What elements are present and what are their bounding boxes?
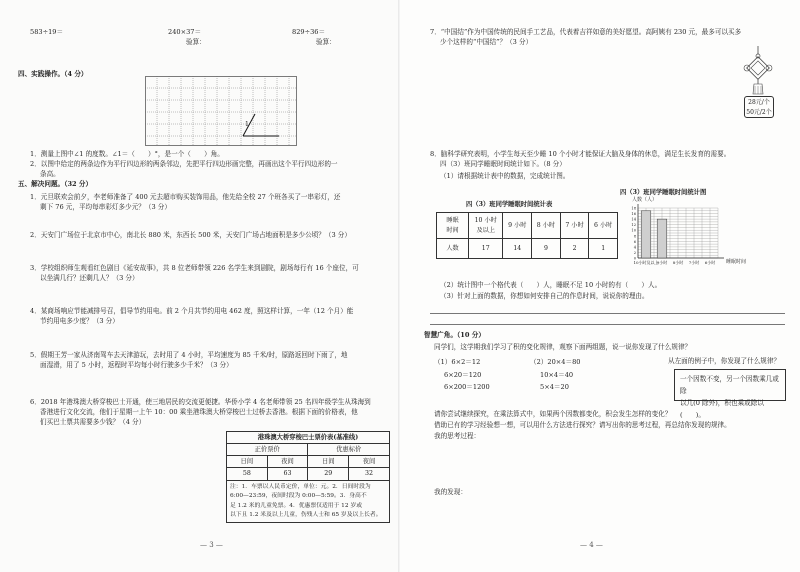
chart-tick-label: 18	[631, 206, 636, 211]
section5-title: 五、解决问题。（32 分）	[18, 180, 93, 188]
chart-xlabel: 睡眠时间	[726, 259, 747, 265]
chart-category-label: 6小时	[704, 260, 716, 265]
chart-tick-label: 12	[631, 223, 636, 228]
col-header: 8 小时	[532, 213, 561, 239]
problem-8-sub1: （1）请根据统计表中的数据，完成统计图。	[440, 172, 570, 180]
price-group-regular: 正价票价	[227, 444, 308, 456]
row-label-time: 睡眠 时间	[437, 213, 469, 239]
col-header: 夜间	[349, 456, 390, 468]
col-header: 6 小时	[589, 213, 618, 239]
right-page	[400, 0, 800, 572]
answer-line	[430, 313, 785, 314]
chart-category-label: 8小时	[672, 260, 684, 265]
col-header: 夜间	[267, 456, 308, 468]
chart-tick-label: 4	[633, 245, 636, 250]
chart-bar	[641, 211, 651, 258]
chart-title: 四（3）班同学睡眠时间统计图	[620, 189, 707, 196]
calc-1: 583÷19＝	[30, 28, 64, 36]
problem-8-sub2: （2）统计图中一个格代表（ ）人，睡眠不足 10 小时的有（ ）人。	[440, 281, 662, 289]
problem-8: 8．脑科学研究表明，小学生每天至少睡 10 个小时才能保证大脑及身体的休息，满足生长发育的需要。 四（3）班同学睡眠时间统计如下。（8 分）	[430, 150, 731, 168]
col-header: 10 小时 及以上	[469, 213, 503, 239]
col-header: 7 小时	[560, 213, 589, 239]
wisdom-example: 从左面的例子中，你发现了什么规律？	[668, 357, 781, 365]
chart-bar	[657, 219, 667, 258]
section4-q2a: 2．以图中给定的两条边作为平行四边形的两条邻边，先把平行四边形画完整，再画出这个平行四边形的一	[30, 160, 338, 168]
count-cell: 9	[532, 239, 561, 259]
col-header: 日间	[308, 456, 349, 468]
col-header: 日间	[227, 456, 268, 468]
problem-5: 5．假期王芳一家从济南驾车去天津游玩，去时用了 4 小时，平均速度为 85 千米/时，原路返回时下雨了，地 面湿滑，用了 5 小时，返程时平均每小时行驶多少千米？（3 分）	[30, 351, 348, 369]
price-table	[226, 431, 390, 523]
chart-category-label: 9小时	[656, 260, 668, 265]
section4-q1: 1．测量上图中∠1 的度数。∠1＝（ ）°，是一个（ ）角。	[30, 150, 224, 158]
price-tag: 28元/个 50元/2个	[744, 96, 774, 118]
col-header: 9 小时	[503, 213, 532, 239]
problem-2: 2．天安门广场位于北京市中心，南北长 880 米，东西长 500 米，天安门广场占地面积是多少公顷？（3 分）	[30, 231, 351, 239]
page-number-left: — 3 —	[200, 541, 223, 549]
problem-8-sub3: （3）针对上面的数据，你想如何安排自己的作息时间，说说你的理由。	[440, 292, 649, 300]
chart-tick-label: 2	[633, 250, 636, 255]
price-cell: 58	[227, 468, 268, 481]
problem-7: 7．“中国结”作为中国传统的民间手工艺品，代表着吉祥如意的美好愿望。高阿姨有 230 元，最多可以买多 少个这样的“中国结”？（3 分）	[430, 28, 742, 46]
rule-box: 一个因数不变，另一个因数乘几或除 以几(0 除外)，积也乘或除以( )。	[674, 369, 786, 401]
sleep-table	[436, 212, 618, 259]
calc-3: 829÷36＝	[292, 28, 326, 36]
sleep-bar-chart	[628, 200, 778, 282]
chart-tick-label: 10	[631, 228, 636, 233]
angle-label: 1	[245, 121, 249, 128]
price-table-note: 注：1．车票以人民币定价，单位：元。2．日间时段为 6:00—23:59，夜间时段为 0:00—5:59。3．身高不 足 1.2 米的儿童免票。4．优惠票仅适用于 12 岁或 以下且 1.2 米及以上儿童，伤残人士和 65 岁及以上长者。	[227, 481, 390, 523]
price-cell: 32	[349, 468, 390, 481]
chart-ylabel: 人数（人）	[632, 197, 658, 203]
price-cell: 63	[267, 468, 308, 481]
count-cell: 14	[503, 239, 532, 259]
calc-2: 240×37＝	[168, 28, 202, 36]
row-label-count: 人数	[437, 239, 469, 259]
chart-category-label: 7小时	[688, 260, 700, 265]
wisdom-title: 智慧广角。（10 分）	[424, 331, 485, 339]
chart-tick-label: 14	[631, 217, 636, 222]
chinese-knot-icon	[738, 46, 778, 96]
sleep-table-title: 四（3）班同学睡眠时间统计表	[466, 201, 553, 208]
section4-title: 四、实践操作。（4 分）	[18, 70, 88, 78]
chart-tick-label: 8	[633, 234, 636, 239]
problem-6: 6．2018 年港珠澳大桥穿梭巴士开通，使三地居民的交流更便捷。华侨小学 4 名老师带领 25 名四年级学生从珠海到 香港进行文化交流，他们于星期一上午 10：00 乘坐港珠澳大桥穿梭巴士过桥去香港。根据下面的价格表，他 们买巴士票共需要多少钱？（4 分）	[30, 398, 371, 426]
price-group-discount: 优惠标价	[308, 444, 390, 456]
page-number-right: — 4 —	[580, 541, 603, 549]
count-cell: 2	[560, 239, 589, 259]
calc-2-check: 验算：	[186, 38, 206, 46]
answer-line	[430, 324, 785, 325]
calc-3-check: 验算：	[316, 38, 336, 46]
wisdom-try: 请你尝试继续探究，在乘法算式中，如果两个因数都变化，积会发生怎样的变化？	[434, 410, 672, 418]
count-cell: 1	[589, 239, 618, 259]
problem-1: 1．元旦联欢会前夕，李老师准备了 400 元去超市购买装饰用品，他先给全校 27 个班各买了一串彩灯，还 剩下 76 元，平均每串彩灯多少元？（3 分）	[30, 193, 341, 211]
problem-4: 4．某商场响应节能减排号召，倡导节约用电。前 2 个月共节约用电 462 度，照这样计算，一年（12 个月）能 节约用电多少度？（3 分）	[30, 307, 354, 325]
price-cell: 29	[308, 468, 349, 481]
count-cell: 17	[469, 239, 503, 259]
chart-category-label: 10小时及以上	[633, 260, 659, 265]
chart-tick-label: 0	[633, 256, 636, 261]
problem-3: 3．学校组织师生观看红色剧目《延安故事》，共 8 位老师带领 226 名学生来到剧院，剧场每行有 16 个座位，可 以坐满几行？还剩几人？（3 分）	[30, 264, 359, 282]
section4-q2b: 条高。	[40, 170, 60, 178]
chart-tick-label: 6	[633, 239, 636, 244]
my-thinking-label: 我的思考过程：	[434, 432, 481, 440]
wisdom-group-2: （2）20×4＝80 10×4＝40 5×4＝20	[530, 358, 581, 392]
chart-tick-label: 16	[631, 212, 636, 217]
wisdom-group-1: （1）6×2＝12 6×20＝120 6×200＝1200	[434, 358, 490, 392]
price-table-title: 港珠澳大桥穿梭巴士票价表(基准线)	[227, 432, 390, 444]
wisdom-intro: 同学们，这学期我们学习了积的变化规律，观察下面两组题，说一说你发现了什么规律？	[434, 343, 692, 351]
my-finding-label: 我的发现：	[434, 488, 467, 496]
wisdom-recall: 借助已有的学习经验想一想，可以用什么方法进行探究？请写出你的思考过程，再总结你发现的规律。	[434, 421, 731, 429]
dot-grid	[145, 76, 297, 146]
